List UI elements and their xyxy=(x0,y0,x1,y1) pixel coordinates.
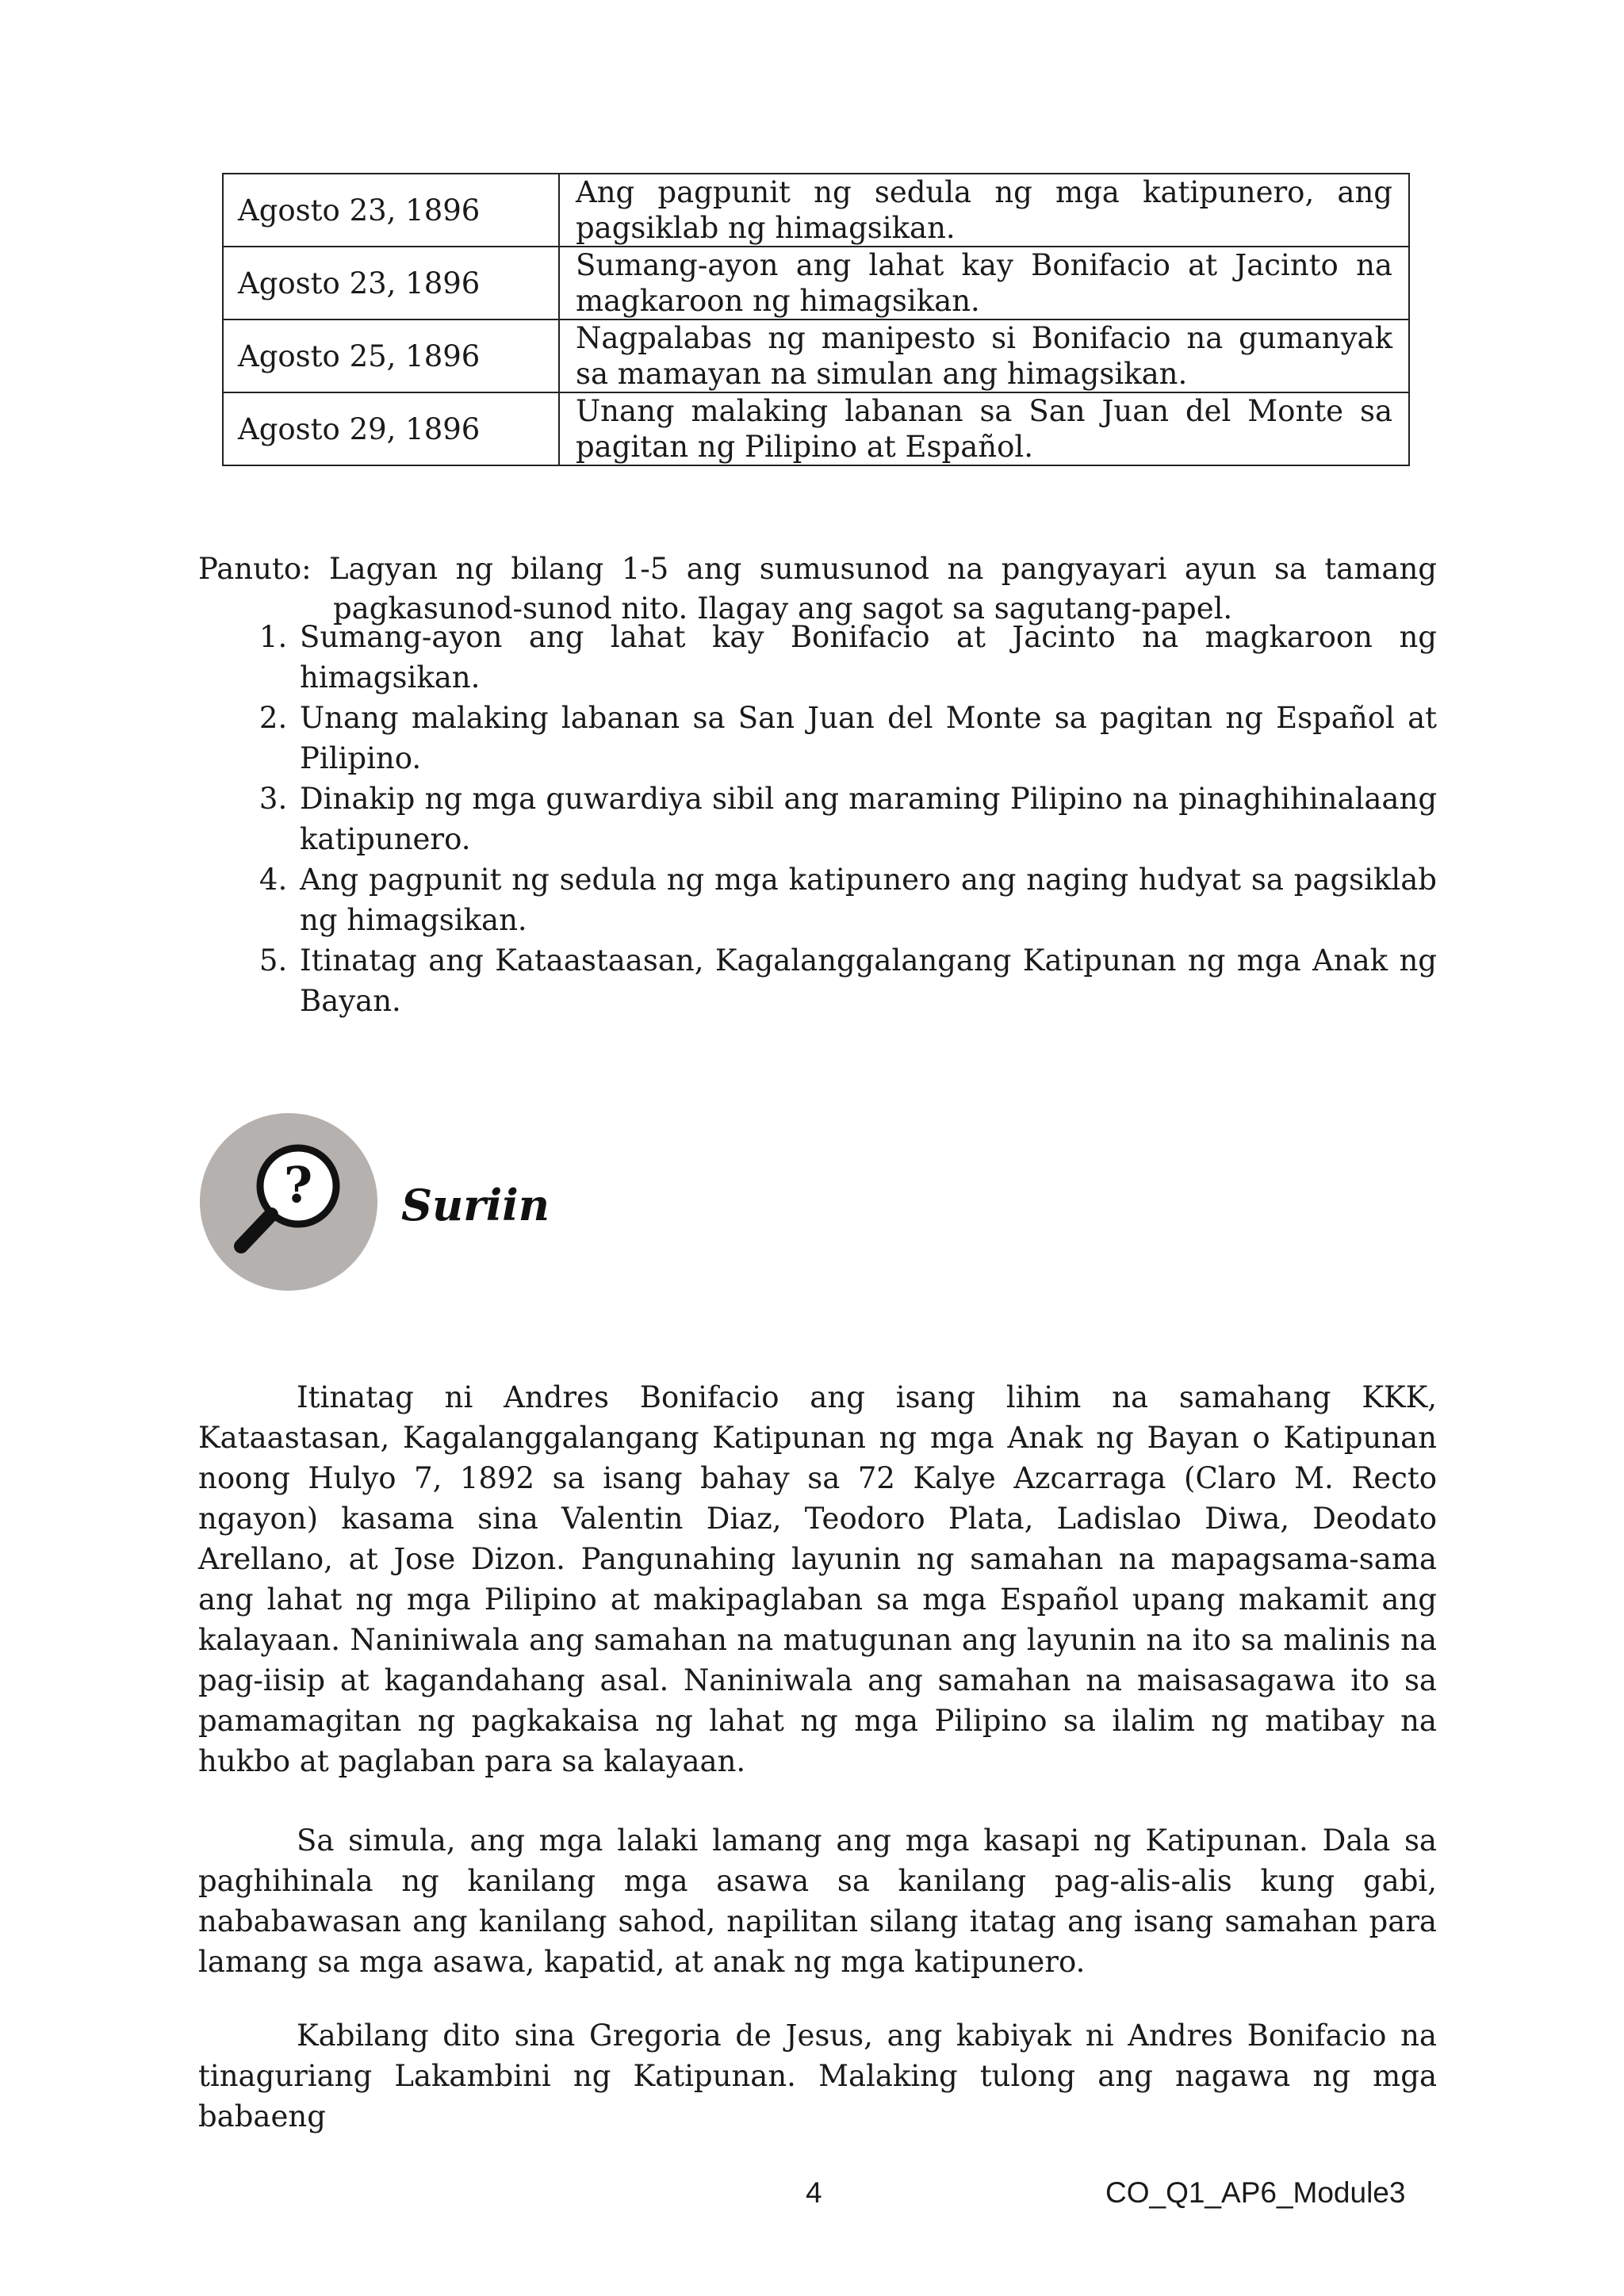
event-date: Agosto 23, 1896 xyxy=(223,174,559,247)
list-item: 3. Dinakip ng mga guwardiya sibil ang maraming Pilipino na pinaghihinalaang katipunero. xyxy=(297,779,1437,859)
table-row xyxy=(223,247,1409,320)
paragraph: Kabilang dito sina Gregoria de Jesus, ang kabiyak ni Andres Bonifacio na tinaguriang Lakambini ng Katipunan. Malaking tulong ang nagawa ng mga babaeng xyxy=(198,2019,1437,2133)
table-row xyxy=(223,174,1409,247)
event-description: Nagpalabas ng manipesto si Bonifacio na gumanyak sa mamayan na simulan ang himagsikan. xyxy=(559,320,1409,392)
paragraph: Sa simula, ang mga lalaki lamang ang mga kasapi ng Katipunan. Dala sa paghihinala ng kanilang mga asawa sa kanilang pag-alis-alis kung gabi, nababawasan ang kanilang sahod, napilitan silang itatag ang isang samahan para lamang sa mga asawa, kapatid, at anak ng mga katipunero. xyxy=(198,1823,1437,1979)
list-item: 1. Sumang-ayon ang lahat kay Bonifacio at Jacinto na magkaroon ng himagsikan. xyxy=(297,617,1437,698)
event-date: Agosto 25, 1896 xyxy=(223,320,559,392)
svg-text:?: ? xyxy=(283,1156,313,1214)
event-description: Sumang-ayon ang lahat kay Bonifacio at Jacinto na magkaroon ng himagsikan. xyxy=(559,247,1409,320)
event-date: Agosto 29, 1896 xyxy=(223,392,559,465)
ordering-list xyxy=(198,617,1437,1021)
list-item: 2. Unang malaking labanan sa San Juan del Monte sa pagitan ng Español at Pilipino. xyxy=(297,698,1437,779)
magnifier-question-icon xyxy=(200,1113,377,1291)
list-item: 5. Itinatag ang Kataastaasan, Kagalanggalangang Katipunan ng mga Anak ng Bayan. xyxy=(297,940,1437,1021)
page-number: 4 xyxy=(806,2176,822,2209)
module-code: CO_Q1_AP6_Module3 xyxy=(1105,2176,1406,2209)
events-table xyxy=(222,173,1410,466)
list-item: 4. Ang pagpunit ng sedula ng mga katipunero ang naging hudyat sa pagsiklab ng himagsikan. xyxy=(297,859,1437,940)
table-row xyxy=(223,392,1409,465)
section-title: Suriin xyxy=(401,1180,550,1230)
instructions: Panuto: Lagyan ng bilang 1-5 ang sumusunod na pangyayari ayun sa tamang pagkasunod-sunod nito. Ilagay ang sagot sa sagutang-papel. xyxy=(198,552,1437,626)
paragraph: Itinatag ni Andres Bonifacio ang isang lihim na samahang KKK, Kataastasan, Kagalanggalangang Katipunan ng mga Anak ng Bayan o Katipunan noong Hulyo 7, 1892 sa isang bahay sa 72 Kalye Azcarraga (Claro M. Recto ngayon) kasama sina Valentin Diaz, Teodoro Plata, Ladislao Diwa, Deodato Arellano, at Jose Dizon. Pangunahing layunin ng samahan na mapagsama-sama ang lahat ng mga Pilipino at makipaglaban sa mga Español upang makamit ang kalayaan. Naniniwala ang samahan na matugunan ang layunin na ito sa malinis na pag-iisip at kagandahang asal. Naniniwala ang samahan na maisasagawa ito sa pamamagitan ng pagkakaisa ng lahat ng mga Pilipino sa ilalim ng matibay na hukbo at paglaban para sa kalayaan. xyxy=(198,1380,1437,1778)
section-header xyxy=(200,1113,596,1303)
event-description: Ang pagpunit ng sedula ng mga katipunero, ang pagsiklab ng himagsikan. xyxy=(559,174,1409,247)
event-description: Unang malaking labanan sa San Juan del Monte sa pagitan ng Pilipino at Español. xyxy=(559,392,1409,465)
event-date: Agosto 23, 1896 xyxy=(223,247,559,320)
table-row xyxy=(223,320,1409,392)
